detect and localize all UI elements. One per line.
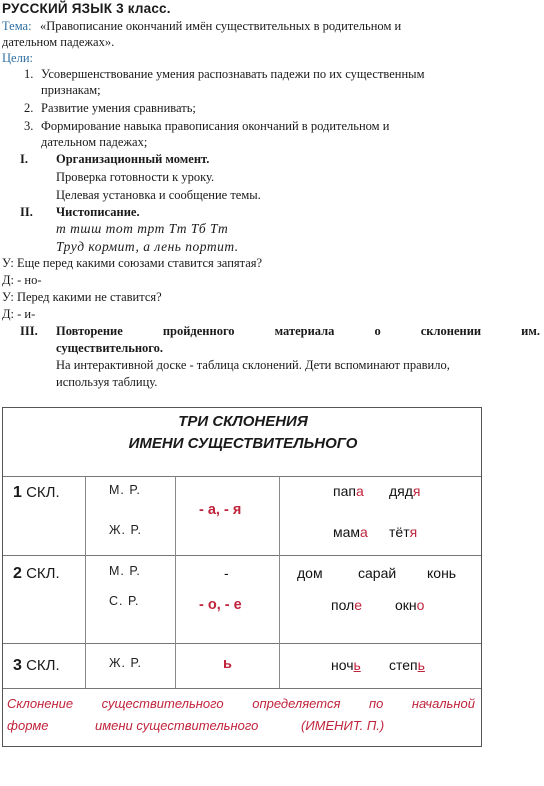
handwriting-letters: т тшш тот трт Тт Тб Тт xyxy=(56,221,229,236)
section-3-title-cont: существительного. xyxy=(56,341,164,355)
rule-line-2-c: (ИМЕНИТ. П.) xyxy=(301,718,385,733)
goal-1-text: Усовершенствование умения распознавать падежи по их существенным xyxy=(41,67,425,81)
word-dom: дом xyxy=(297,565,323,581)
ending-1: - а, - я xyxy=(199,502,242,518)
declension-table xyxy=(2,407,482,747)
gender-masc: М. Р. xyxy=(109,564,141,578)
section-3-title xyxy=(56,324,540,339)
rule-word: по xyxy=(368,696,384,711)
rule-word: начальной xyxy=(411,696,475,711)
table-divider xyxy=(3,476,481,477)
word-tyotya: тётя xyxy=(389,524,418,540)
section-1-line-1: Проверка готовности к уроку. xyxy=(56,170,215,184)
word-pole: поле xyxy=(331,597,363,613)
children-answer-1: Д: - но- xyxy=(2,273,42,287)
section-2-num: II. xyxy=(20,205,33,219)
table-title-line-2: ИМЕНИ СУЩЕСТВИТЕЛЬНОГО xyxy=(128,435,358,452)
table-divider xyxy=(3,643,481,644)
section-1-line-2: Целевая установка и сообщение темы. xyxy=(56,188,261,202)
section-3-title-word: склонении xyxy=(420,324,482,338)
teacher-question-1: У: Еще перед какими союзами ставится запятая? xyxy=(2,256,263,270)
goal-3-text: Формирование навыка правописания окончаний в родительном и xyxy=(41,119,390,133)
goal-2-num: 2. xyxy=(24,101,34,115)
goal-2-text: Развитие умения сравнивать; xyxy=(41,101,196,115)
word-okno: окно xyxy=(395,597,425,613)
rule-word: существительного xyxy=(101,696,224,711)
goal-3-num: 3. xyxy=(24,119,34,133)
teacher-question-2: У: Перед какими не ставится? xyxy=(2,290,162,304)
table-column-line xyxy=(85,476,86,688)
topic-label: Тема: xyxy=(2,19,32,33)
table-title-line-1: ТРИ СКЛОНЕНИЯ xyxy=(178,413,308,430)
goal-1-num: 1. xyxy=(24,67,34,81)
declension-1-label: 1 СКЛ. xyxy=(13,484,60,501)
section-3-title-word: пройденного xyxy=(162,324,235,338)
table-divider xyxy=(3,688,481,689)
section-3-title-word: им. xyxy=(521,324,540,338)
section-3-title-word: Повторение xyxy=(56,324,123,338)
word-dyadya: дядя xyxy=(389,483,421,499)
topic-line-1: «Правописание окончаний имён существительных в родительном и xyxy=(40,19,402,33)
gender-fem: Ж. Р. xyxy=(109,523,142,537)
section-3-line-1: На интерактивной доске - таблица склонений. Дети вспоминают правило, xyxy=(56,358,450,372)
word-step: степь xyxy=(389,657,425,673)
declension-3-label: 3 СКЛ. xyxy=(13,657,60,674)
gender-neut: С. Р. xyxy=(109,594,140,608)
goal-1-text-cont: признакам; xyxy=(41,83,101,97)
word-saray: сарай xyxy=(358,565,397,581)
section-1-title: Организационный момент. xyxy=(56,152,210,166)
rule-word: Склонение xyxy=(7,696,74,711)
table-column-line xyxy=(175,476,176,688)
section-2-title: Чистописание. xyxy=(56,205,140,219)
ending-2: - о, - е xyxy=(199,597,242,613)
declension-2-label: 2 СКЛ. xyxy=(13,565,60,582)
rule-line-1 xyxy=(7,696,475,711)
word-kon: конь xyxy=(427,565,457,581)
topic-line-2: дательном падежах». xyxy=(2,35,115,49)
handwriting-proverb: Труд кормит, а лень портит. xyxy=(56,239,239,254)
goals-label: Цели: xyxy=(2,51,33,65)
children-answer-2: Д: - и- xyxy=(2,307,36,321)
table-column-line xyxy=(279,476,280,688)
gender-masc: М. Р. xyxy=(109,483,141,497)
ending-3: ь xyxy=(223,656,232,672)
goal-3-text-cont: дательном падежах; xyxy=(41,135,148,149)
rule-word: определяется xyxy=(252,696,341,711)
section-3-title-word: материала xyxy=(274,324,335,338)
word-noch: ночь xyxy=(331,657,361,673)
section-3-line-2: используя таблицу. xyxy=(56,375,158,389)
page-title: РУССКИЙ ЯЗЫК 3 класс. xyxy=(2,1,171,16)
section-1-num: I. xyxy=(20,152,28,166)
rule-line-2-b: имени существительного xyxy=(95,718,259,733)
table-divider xyxy=(3,555,481,556)
ending-2-dash: - xyxy=(224,565,229,581)
gender-fem: Ж. Р. xyxy=(109,656,142,670)
section-3-title-word: о xyxy=(374,324,381,338)
word-mama: мама xyxy=(333,524,368,540)
section-3-num: III. xyxy=(20,324,38,338)
word-papa: папа xyxy=(333,483,364,499)
rule-line-2-a: форме xyxy=(7,718,49,733)
